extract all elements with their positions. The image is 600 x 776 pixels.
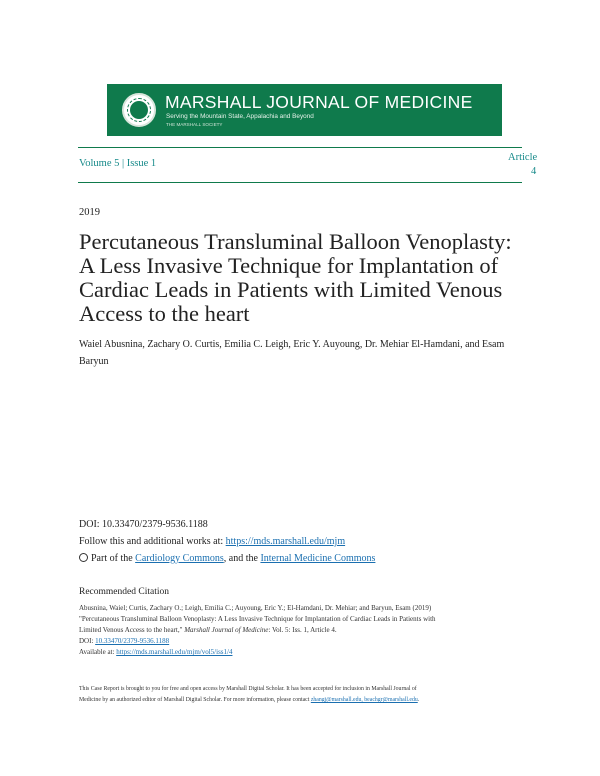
footer-line-1: This Case Report is brought to you for free and open access by Marshall Digital Scholar. It has been accepted for inclusion in Marshall Journal of — [79, 686, 417, 692]
citation-line-1: Abusnina, Waiel; Curtis, Zachary O.; Leigh, Emilia C.; Auyoung, Eric Y.; El-Hamdani, Dr. Mehiar; and Baryun, Esam (2019) — [79, 604, 432, 612]
internal-medicine-commons-link[interactable]: Internal Medicine Commons — [260, 553, 376, 564]
citation-line-2: "Percutaneous Transluminal Balloon Venoplasty: A Less Invasive Technique for Implantation of Cardiac Leads in Patients with — [79, 615, 436, 623]
citation-doi-label: DOI: — [79, 637, 96, 645]
citation-line-3-start: Limited Venous Access to the heart," — [79, 626, 185, 634]
and-text: , and the — [223, 553, 261, 564]
citation-line-3 — [79, 625, 524, 637]
bottom-divider — [78, 182, 522, 183]
volume-issue-link[interactable]: Volume 5 | Issue 1 — [79, 158, 157, 169]
follow-url-link[interactable]: https://mds.marshall.edu/mjm — [225, 536, 346, 547]
follow-prefix: Follow this and additional works at: — [79, 536, 226, 547]
citation-line-3-end: : Vol. 5: Iss. 1, Article 4. — [268, 626, 337, 634]
part-of-prefix: Part of the — [91, 553, 136, 564]
article-authors: Waiel Abusnina, Zachary O. Curtis, Emilia C. Leigh, Eric Y. Auyoung, Dr. Mehiar El-Hamdani, and Esam Baryun — [79, 339, 505, 367]
university-seal-icon — [122, 93, 156, 127]
citation-doi — [79, 636, 524, 648]
cardiology-commons-link[interactable]: Cardiology Commons — [135, 553, 224, 564]
available-label: Available at: — [79, 648, 117, 656]
journal-name: MARSHALL JOURNAL OF MEDICINE — [165, 92, 473, 112]
citation-heading: Recommended Citation — [79, 587, 169, 597]
citation-journal: Marshall Journal of Medicine — [184, 626, 269, 634]
footer-line-2-end: . — [417, 697, 420, 703]
citation-doi-link[interactable]: 10.33470/2379-9536.1188 — [95, 637, 170, 645]
journal-banner — [107, 84, 502, 136]
article-title: Percutaneous Transluminal Balloon Venoplasty: A Less Invasive Technique for Implantation of Cardiac Leads in Patients with Limited Venous Access to the heart — [79, 229, 512, 326]
article-label[interactable]: Article — [508, 152, 538, 163]
journal-tagline: Serving the Mountain State, Appalachia and Beyond — [166, 113, 314, 120]
part-of-line — [79, 553, 375, 564]
footer-line-2-start: Medicine by an authorized editor of Marshall Digital Scholar. For more information, please contact — [79, 697, 311, 703]
article-number[interactable]: 4 — [531, 166, 537, 177]
follow-line — [79, 536, 345, 547]
citation-available — [79, 647, 524, 659]
footer-line-2 — [79, 695, 524, 705]
commons-icon — [79, 553, 88, 562]
top-divider — [78, 147, 522, 148]
available-url-link[interactable]: https://mds.marshall.edu/mjm/vol5/iss1/4 — [116, 648, 233, 656]
publication-year: 2019 — [79, 207, 100, 218]
doi-text: DOI: 10.33470/2379-9536.1188 — [79, 519, 208, 530]
contact-email-link[interactable]: zhangj@marshall.edu, beachgr@marshall.edu — [310, 697, 418, 703]
journal-subtagline: THE MARSHALL SOCIETY — [166, 122, 223, 127]
